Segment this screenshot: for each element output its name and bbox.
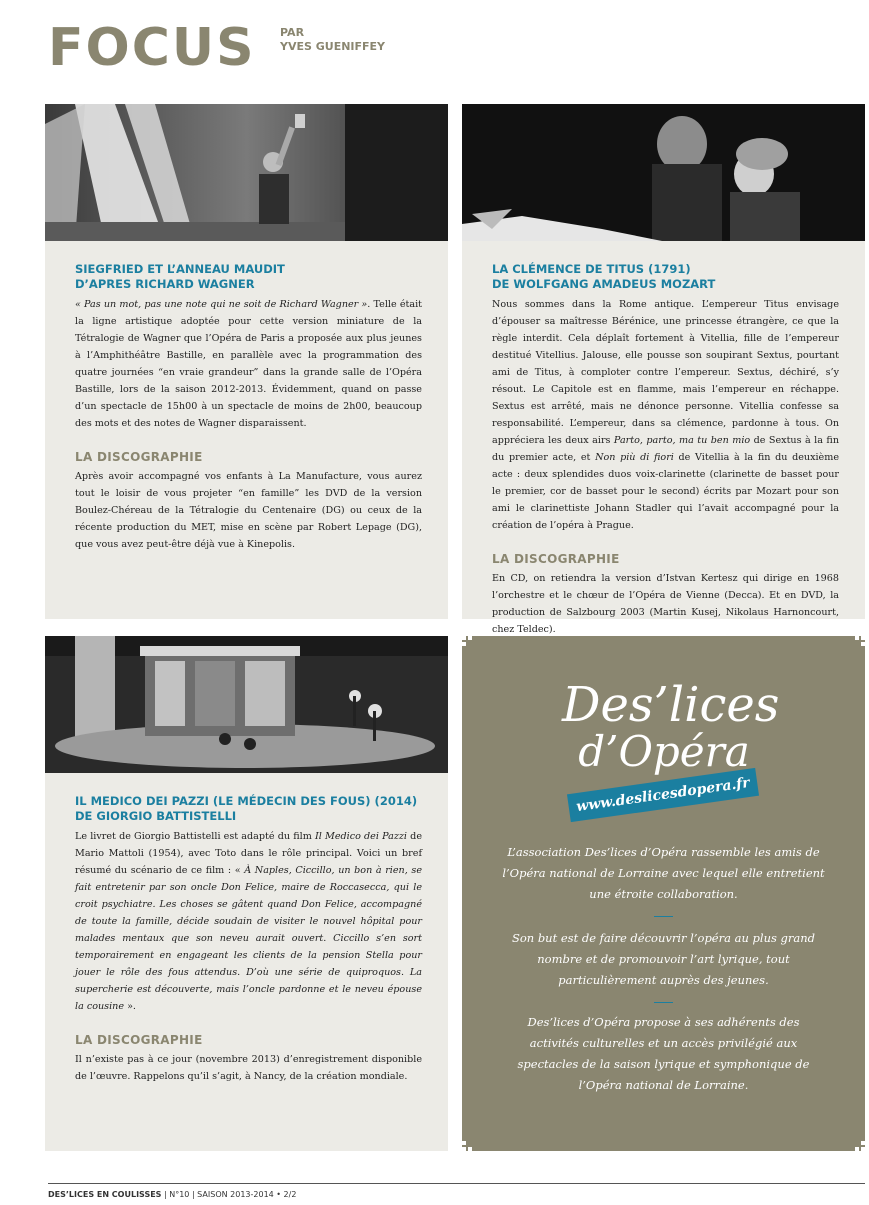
discography-title: LA DISCOGRAPHIE (75, 1033, 203, 1047)
article-text-part: ». (124, 1001, 136, 1012)
article-text (492, 296, 839, 534)
logo-line-2: d’Opéra (578, 727, 750, 776)
separator (654, 1002, 673, 1003)
article-text-part: de Vitellia à la fin du deuxième acte : deux splendides duos voix-clarinette (clarinette de basset pour le premier, cor de basset pour le second) écrits par Mozart pour son ami le clarinettiste Johann Stadler qui l’avait accompagné pour la création de l’opéra à Prague. (492, 452, 839, 531)
article-title: LA CLÉMENCE DE TITUS (1791) (492, 262, 691, 276)
article-text-part: Nous sommes dans la Rome antique. L’empereur Titus envisage d’épouser sa maîtresse Bérénice, une princesse étrangère, ce que la règle interdit. Cela déplaît fortement à Vitellia, fille de l’empereur destitué Vitellius. Jalouse, elle pousse son soupirant Sextus, pourtant ami de Titus, à comploter contre l’empereur. Sextus, déchiré, s’y résout. Le Capitole est en flamme, mais l’empereur en réchappe. Sextus est arrêté, mais ne dénonce personne. Vitellia confesse sa responsabilité. L’empereur, dans sa clémence, pardonne à tous. On appréciera les deux airs (492, 299, 839, 446)
promo-paragraph-3: Des’lices d’Opéra propose à ses adhérents des activités culturelles et un accès privilégié aux spectacles de la saison lyrique et symphonique de l’Opéra national de Lorraine. (517, 1015, 810, 1092)
byline-author: YVES GUENIFFEY (280, 40, 386, 53)
article-title: SIEGFRIED ET L’ANNEAU MAUDIT (75, 262, 285, 276)
article-text (75, 296, 422, 432)
discography-title: LA DISCOGRAPHIE (492, 552, 620, 566)
corner-ornament (462, 636, 478, 652)
synopsis: À Naples, Ciccillo, un bon à rien, se fait entretenir par son oncle Don Felice, maire de Roccasecca, qui le croit psychiatre. Les choses se gâtent quand Don Felice, accompagné de toute la famille, décide soudain de visiter le nouvel hôpital pour malades mentaux que son neveu aurait ouvert. Ciccillo s’en sort temporairement en engageant les clients de la pension Stella pour jouer le rôle des fous attendus. D’où une série de quiproquos. La supercherie est découverte, mais l’oncle pardonne et le neveu épouse la cousine (75, 865, 422, 1012)
aria-title: Parto, parto, ma tu ben mio (613, 435, 751, 446)
logo-line-1: Des’lices (562, 677, 780, 733)
article-siegfried (45, 104, 448, 619)
footer-rule (48, 1183, 865, 1184)
medico-stage-photo (45, 636, 448, 773)
article-body (75, 262, 422, 553)
article-subtitle: DE GIORGIO BATTISTELLI (75, 809, 237, 823)
discography-text: En CD, on retiendra la version d’Istvan Kertesz qui dirige en 1968 l’orchestre et le chœur de l’Opéra de Vienne (Decca). Et en DVD, la production de Salzbourg 2003 (Martin Kusej, Nikolaus Harnoncourt, chez Teldec). (492, 573, 839, 635)
siegfried-stage-photo (45, 104, 448, 241)
article-body (492, 262, 839, 638)
article-text-part: de Sextus à la fin du premier acte, et (492, 435, 840, 463)
corner-ornament (849, 1135, 865, 1151)
page-footer (48, 1190, 296, 1199)
clemence-stage-photo (462, 104, 865, 241)
promo-paragraph-1: L’association Des’lices d’Opéra rassemble les amis de l’Opéra national de Lorraine avec lequel elle entretient une étroite collaboration. (502, 845, 825, 901)
article-body (75, 794, 422, 1085)
article-subtitle: DE WOLFGANG AMADEUS MOZART (492, 277, 716, 291)
corner-ornament (462, 1135, 478, 1151)
film-title: Il Medico dei Pazzi (314, 831, 408, 842)
issue-info: | N°10 | SAISON 2013-2014 • 2/2 (161, 1190, 297, 1199)
publication-name: DES’LICES EN COULISSES (48, 1190, 162, 1199)
promo-paragraph-2: Son but est de faire découvrir l’opéra au plus grand nombre et de promouvoir l’art lyrique, tout particulièrement auprès des jeunes. (511, 931, 816, 987)
separator (654, 916, 673, 917)
article-text-body: Telle était la ligne artistique adoptée pour cette version miniature de la Tétralogie de Wagner que l’Opéra de Paris a proposée aux plus jeunes à l’Amphithéâtre Bastille, en parallèle avec la programmation des quatre journées “en vraie grandeur” dans la grande salle de l’Opéra Bastille, lors de la saison 2012-2013. Évidemment, quand on passe d’un spectacle de 15h00 à un spectacle de moins de 2h00, beaucoup des mots et des notes de Wagner disparaissent. (75, 299, 422, 429)
byline (280, 26, 385, 54)
article-text-part: Le livret de Giorgio Battistelli est adapté du film (75, 831, 315, 842)
quote: « Pas un mot, pas une note qui ne soit de Richard Wagner ». (75, 299, 371, 310)
article-clemence (462, 104, 865, 635)
article-text (75, 828, 422, 1015)
corner-ornament (849, 636, 865, 652)
section-title: FOCUS (48, 18, 256, 78)
article-subtitle: D’APRES RICHARD WAGNER (75, 277, 255, 291)
article-text-part: de Mario Mattoli (1954), avec Toto dans le rôle principal. Voici un bref résumé du scénario de ce film : « (75, 831, 423, 876)
discography-text: Il n’existe pas à ce jour (novembre 2013) d’enregistrement disponible de l’œuvre. Rappelons qu’il s’agit, à Nancy, de la création mondiale. (75, 1054, 422, 1082)
website-link[interactable]: www.deslicesdopera.fr (567, 768, 759, 822)
association-promo (462, 636, 865, 1151)
article-title: IL MEDICO DEI PAZZI (LE MÉDECIN DES FOUS) (2014) (75, 794, 418, 808)
article-medico (45, 636, 448, 1151)
discography-title: LA DISCOGRAPHIE (75, 450, 203, 464)
aria-title: Non più di fiori (595, 452, 674, 463)
byline-par: PAR (280, 26, 305, 39)
discography-text: Après avoir accompagné vos enfants à La Manufacture, vous aurez tout le loisir de vous projeter “en famille” les DVD de la version Boulez-Chéreau de la Tétralogie du Centenaire (DG) ou ceux de la récente production du MET, mise en scène par Robert Lepage (DG), que vous avez peut-être déjà vue à Kinepolis. (75, 471, 422, 550)
